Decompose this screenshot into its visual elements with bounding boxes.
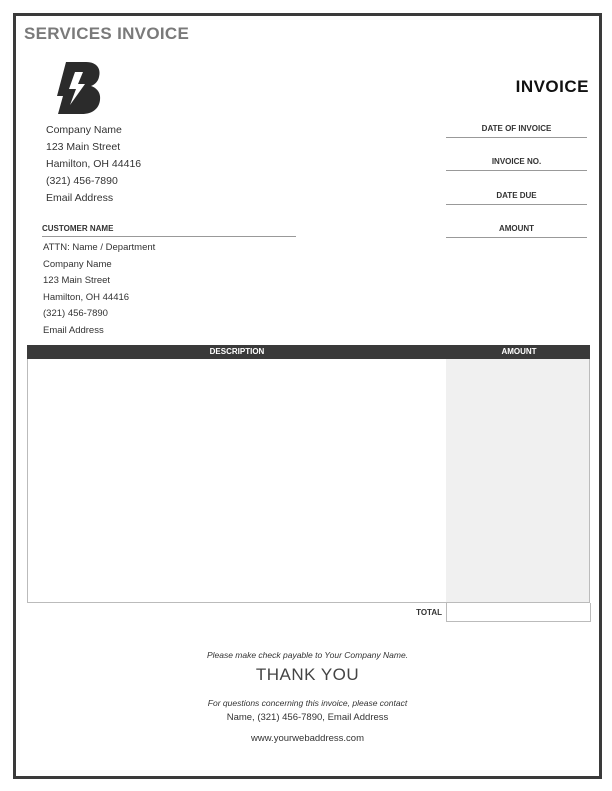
contact-line: Name, (321) 456-7890, Email Address: [226, 712, 389, 723]
description-column-header: DESCRIPTION: [209, 347, 265, 356]
description-cell[interactable]: [27, 359, 448, 603]
customer-phone: (321) 456-7890: [43, 308, 108, 320]
company-city: Hamilton, OH 44416: [46, 158, 142, 170]
invoice-page: [13, 13, 602, 779]
amount-column-header: AMOUNT: [501, 347, 537, 356]
questions-note: For questions concerning this invoice, please contact: [207, 698, 408, 708]
items-table-header: [27, 345, 590, 359]
date-of-invoice-field[interactable]: DATE OF INVOICE: [446, 124, 587, 138]
customer-name-label: CUSTOMER NAME: [42, 224, 296, 237]
customer-email: Email Address: [43, 324, 104, 336]
payable-note: Please make check payable to Your Company Name.: [206, 650, 409, 660]
total-cell[interactable]: [446, 603, 591, 622]
customer-street: 123 Main Street: [43, 275, 111, 287]
company-phone: (321) 456-7890: [46, 175, 118, 187]
date-due-field[interactable]: DATE DUE: [446, 191, 587, 205]
company-address: [46, 122, 141, 207]
customer-attn: ATTN: Name / Department: [43, 242, 156, 253]
invoice-heading: INVOICE: [515, 77, 589, 96]
page-title: SERVICES INVOICE: [24, 24, 190, 43]
invoice-no-field[interactable]: INVOICE NO.: [446, 157, 587, 171]
customer-company: Company Name: [43, 258, 112, 270]
company-street: 123 Main Street: [46, 141, 121, 153]
thank-you: THANK YOU: [255, 665, 360, 684]
amount-field[interactable]: AMOUNT: [446, 224, 587, 238]
amount-cell[interactable]: [446, 359, 590, 603]
bolt-b-logo-icon: [54, 60, 104, 116]
customer-city: Hamilton, OH 44416: [43, 291, 130, 303]
company-name: Company Name: [46, 124, 122, 136]
customer-address: [43, 239, 155, 339]
company-email: Email Address: [46, 192, 114, 204]
web-address[interactable]: www.yourwebaddress.com: [251, 733, 364, 744]
total-label: TOTAL: [416, 608, 442, 617]
